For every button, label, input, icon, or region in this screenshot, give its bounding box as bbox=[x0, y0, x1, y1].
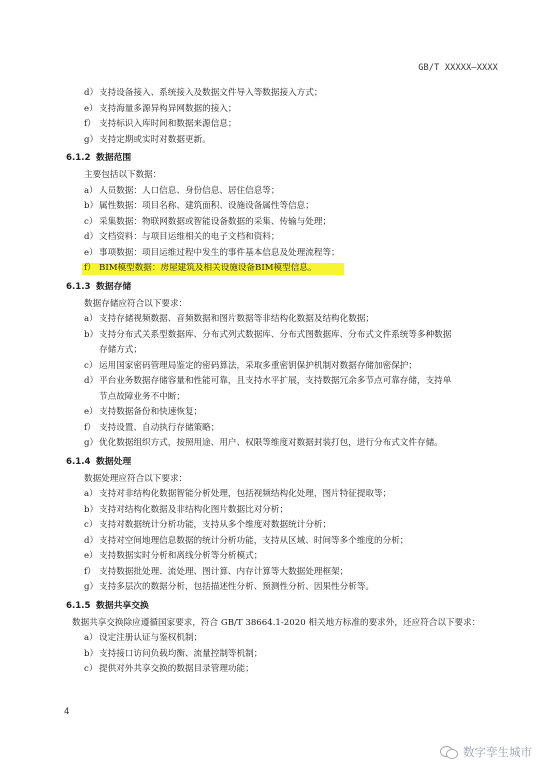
list-text: 优化数据组织方式，按照用途、用户、权限等维度对数据封装打包，进行分布式文件存储。 bbox=[99, 438, 443, 448]
section-intro bbox=[0, 168, 550, 184]
section-number: 6.1.3 bbox=[66, 281, 91, 292]
list-marker: d） bbox=[84, 376, 99, 386]
list-text: 人员数据：人口信息、身份信息、居住信息等； bbox=[99, 185, 280, 196]
list-text: 设定注册认证与鉴权机制； bbox=[99, 633, 203, 643]
list-item bbox=[0, 184, 550, 200]
list-text: 支持对空间地理信息数据的统计分析功能，支持从区域、时间等多个维度的分析； bbox=[99, 535, 409, 546]
list-item bbox=[0, 374, 550, 390]
list-marker: d） bbox=[84, 232, 99, 242]
list-text: 提供对外共享交换的数据目录管理功能； bbox=[99, 664, 254, 674]
list-item bbox=[0, 405, 550, 421]
list-text: 支持对结构化数据及非结构化图片数据比对分析； bbox=[99, 504, 289, 515]
document-body bbox=[0, 86, 550, 678]
section-heading bbox=[0, 452, 550, 472]
list-text: 支持对非结构化数据智能分析处理，包括视频结构化处理，图片特征提取等； bbox=[99, 489, 392, 499]
section-intro bbox=[0, 297, 550, 313]
watermark-text: 数字孪生城市 bbox=[463, 745, 532, 759]
list-item bbox=[0, 359, 550, 375]
list-marker: c） bbox=[84, 360, 98, 371]
list-text: 支持存储视频数据、音频数据和图片数据等非结构化数据及结构化数据； bbox=[99, 314, 375, 324]
section-title: 数据共享交换 bbox=[96, 600, 149, 611]
list-marker: a） bbox=[84, 185, 98, 196]
list-text: 支持设备接入、系统接入及数据文件导入等数据接入方式； bbox=[99, 88, 323, 98]
list-item bbox=[0, 102, 550, 118]
list-item bbox=[0, 534, 550, 550]
section-heading bbox=[0, 148, 550, 168]
section-number: 6.1.2 bbox=[66, 153, 91, 163]
list-marker: e） bbox=[84, 407, 98, 417]
list-marker: d） bbox=[84, 88, 99, 98]
section-intro bbox=[0, 616, 550, 632]
list-item bbox=[0, 86, 550, 102]
list-marker: e） bbox=[84, 247, 98, 258]
list-item bbox=[0, 421, 550, 437]
list-item bbox=[0, 647, 550, 663]
list-item bbox=[0, 133, 550, 149]
section-heading bbox=[0, 277, 550, 297]
list-marker: d） bbox=[84, 535, 99, 546]
list-marker: f） bbox=[84, 119, 96, 129]
list-item bbox=[0, 662, 550, 678]
highlighted-list-item bbox=[0, 261, 550, 277]
list-item bbox=[0, 487, 550, 503]
section-number: 6.1.5 bbox=[66, 600, 91, 611]
list-marker: c） bbox=[84, 664, 98, 674]
list-text: BIM模型数据：房屋建筑及相关设施设备BIM模型信息。 bbox=[99, 263, 317, 273]
list-item bbox=[0, 549, 550, 565]
list-item bbox=[0, 215, 550, 231]
list-text: 支持分布式关系型数据库、分布式列式数据库、分布式图数据库、分布式文件系统等多种数据 bbox=[99, 329, 452, 340]
list-text: 支持数据批处理、流处理、图计算、内存计算等大数据处理框架； bbox=[99, 566, 349, 577]
list-item bbox=[0, 503, 550, 519]
list-marker: c） bbox=[84, 520, 98, 530]
list-text: 支持数据实时分析和离线分析等分析模式； bbox=[99, 551, 263, 561]
list-item bbox=[0, 230, 550, 246]
list-text: 支持标识入库时间和数据来源信息； bbox=[99, 119, 237, 129]
list-item bbox=[0, 565, 550, 581]
list-text: 文档资料：与项目运维相关的电子文档和资料； bbox=[99, 232, 280, 242]
list-text: 存储方式； bbox=[99, 345, 142, 355]
list-marker: a） bbox=[84, 314, 98, 324]
list-text: 属性数据：项目名称、建筑面积、设施设备属性等信息； bbox=[99, 201, 314, 211]
list-item bbox=[0, 518, 550, 534]
section-intro bbox=[0, 472, 550, 488]
list-text: 支持接口访问负载均衡、流量控制等机制； bbox=[99, 648, 263, 659]
section-heading bbox=[0, 596, 550, 616]
list-item bbox=[0, 436, 550, 452]
list-marker: f） bbox=[84, 263, 96, 273]
list-text: 支持定期或实时对数据更新。 bbox=[99, 134, 211, 145]
list-marker: g） bbox=[84, 134, 99, 145]
list-marker: b） bbox=[84, 201, 99, 211]
list-text: 节点故障业务不中断； bbox=[99, 391, 185, 402]
list-marker: e） bbox=[84, 103, 98, 114]
list-item bbox=[0, 631, 550, 647]
intro-text: 数据共享交换除应遵循国家要求，符合 GB/T 38664.1-2020 相关地方标准的要求外，还应符合以下要求： bbox=[72, 617, 481, 628]
list-marker: a） bbox=[84, 633, 98, 643]
list-item-continuation bbox=[0, 343, 550, 359]
list-marker: b） bbox=[84, 329, 99, 340]
list-marker: f） bbox=[84, 422, 96, 433]
list-marker: c） bbox=[84, 216, 98, 227]
wechat-icon bbox=[440, 745, 458, 759]
intro-text: 数据处理应符合以下要求： bbox=[84, 473, 188, 484]
list-text: 采集数据：物联网数据或智能设备数据的采集、传输与处理； bbox=[99, 216, 332, 227]
list-text: 运用国家密码管理局鉴定的密码算法，采取多重密钥保护机制对数据存储加密保护； bbox=[99, 360, 417, 371]
list-item bbox=[0, 580, 550, 596]
list-text: 事项数据：项目运维过程中发生的事件基本信息及处理流程等； bbox=[99, 247, 340, 258]
section-title: 数据处理 bbox=[96, 456, 132, 467]
watermark bbox=[440, 744, 532, 760]
list-text: 支持对数据统计分析功能，支持从多个维度对数据统计分析； bbox=[99, 520, 332, 530]
page-number: 4 bbox=[64, 707, 70, 717]
list-marker: b） bbox=[84, 504, 99, 515]
section-number: 6.1.4 bbox=[66, 456, 91, 467]
section-title: 数据范围 bbox=[96, 153, 132, 163]
list-marker: g） bbox=[84, 438, 99, 448]
list-marker: b） bbox=[84, 648, 99, 659]
list-item bbox=[0, 199, 550, 215]
standard-code: GB/T XXXXX—XXXX bbox=[418, 63, 498, 73]
list-item bbox=[0, 328, 550, 344]
list-text: 支持多层次的数据分析，包括描述性分析、预测性分析、因果性分析等。 bbox=[99, 582, 375, 592]
list-marker: f） bbox=[84, 566, 96, 577]
list-text: 平台业务数据存储容量和性能可靠，且支持水平扩展，支持数据冗余多节点可靠存储，支持单 bbox=[99, 376, 452, 386]
list-item bbox=[0, 312, 550, 328]
list-text: 支持数据备份和快速恢复； bbox=[99, 407, 203, 417]
intro-text: 数据存储应符合以下要求： bbox=[84, 298, 188, 309]
list-item bbox=[0, 117, 550, 133]
list-marker: e） bbox=[84, 551, 98, 561]
list-marker: a） bbox=[84, 489, 98, 499]
list-item-continuation bbox=[0, 390, 550, 406]
list-text: 支持海量多源异构异网数据的接入； bbox=[99, 103, 237, 114]
list-text: 支持设置、自动执行存储策略； bbox=[99, 422, 220, 433]
list-item bbox=[0, 246, 550, 262]
section-title: 数据存储 bbox=[96, 281, 132, 292]
intro-text: 主要包括以下数据： bbox=[84, 170, 162, 180]
list-marker: g） bbox=[84, 582, 99, 592]
